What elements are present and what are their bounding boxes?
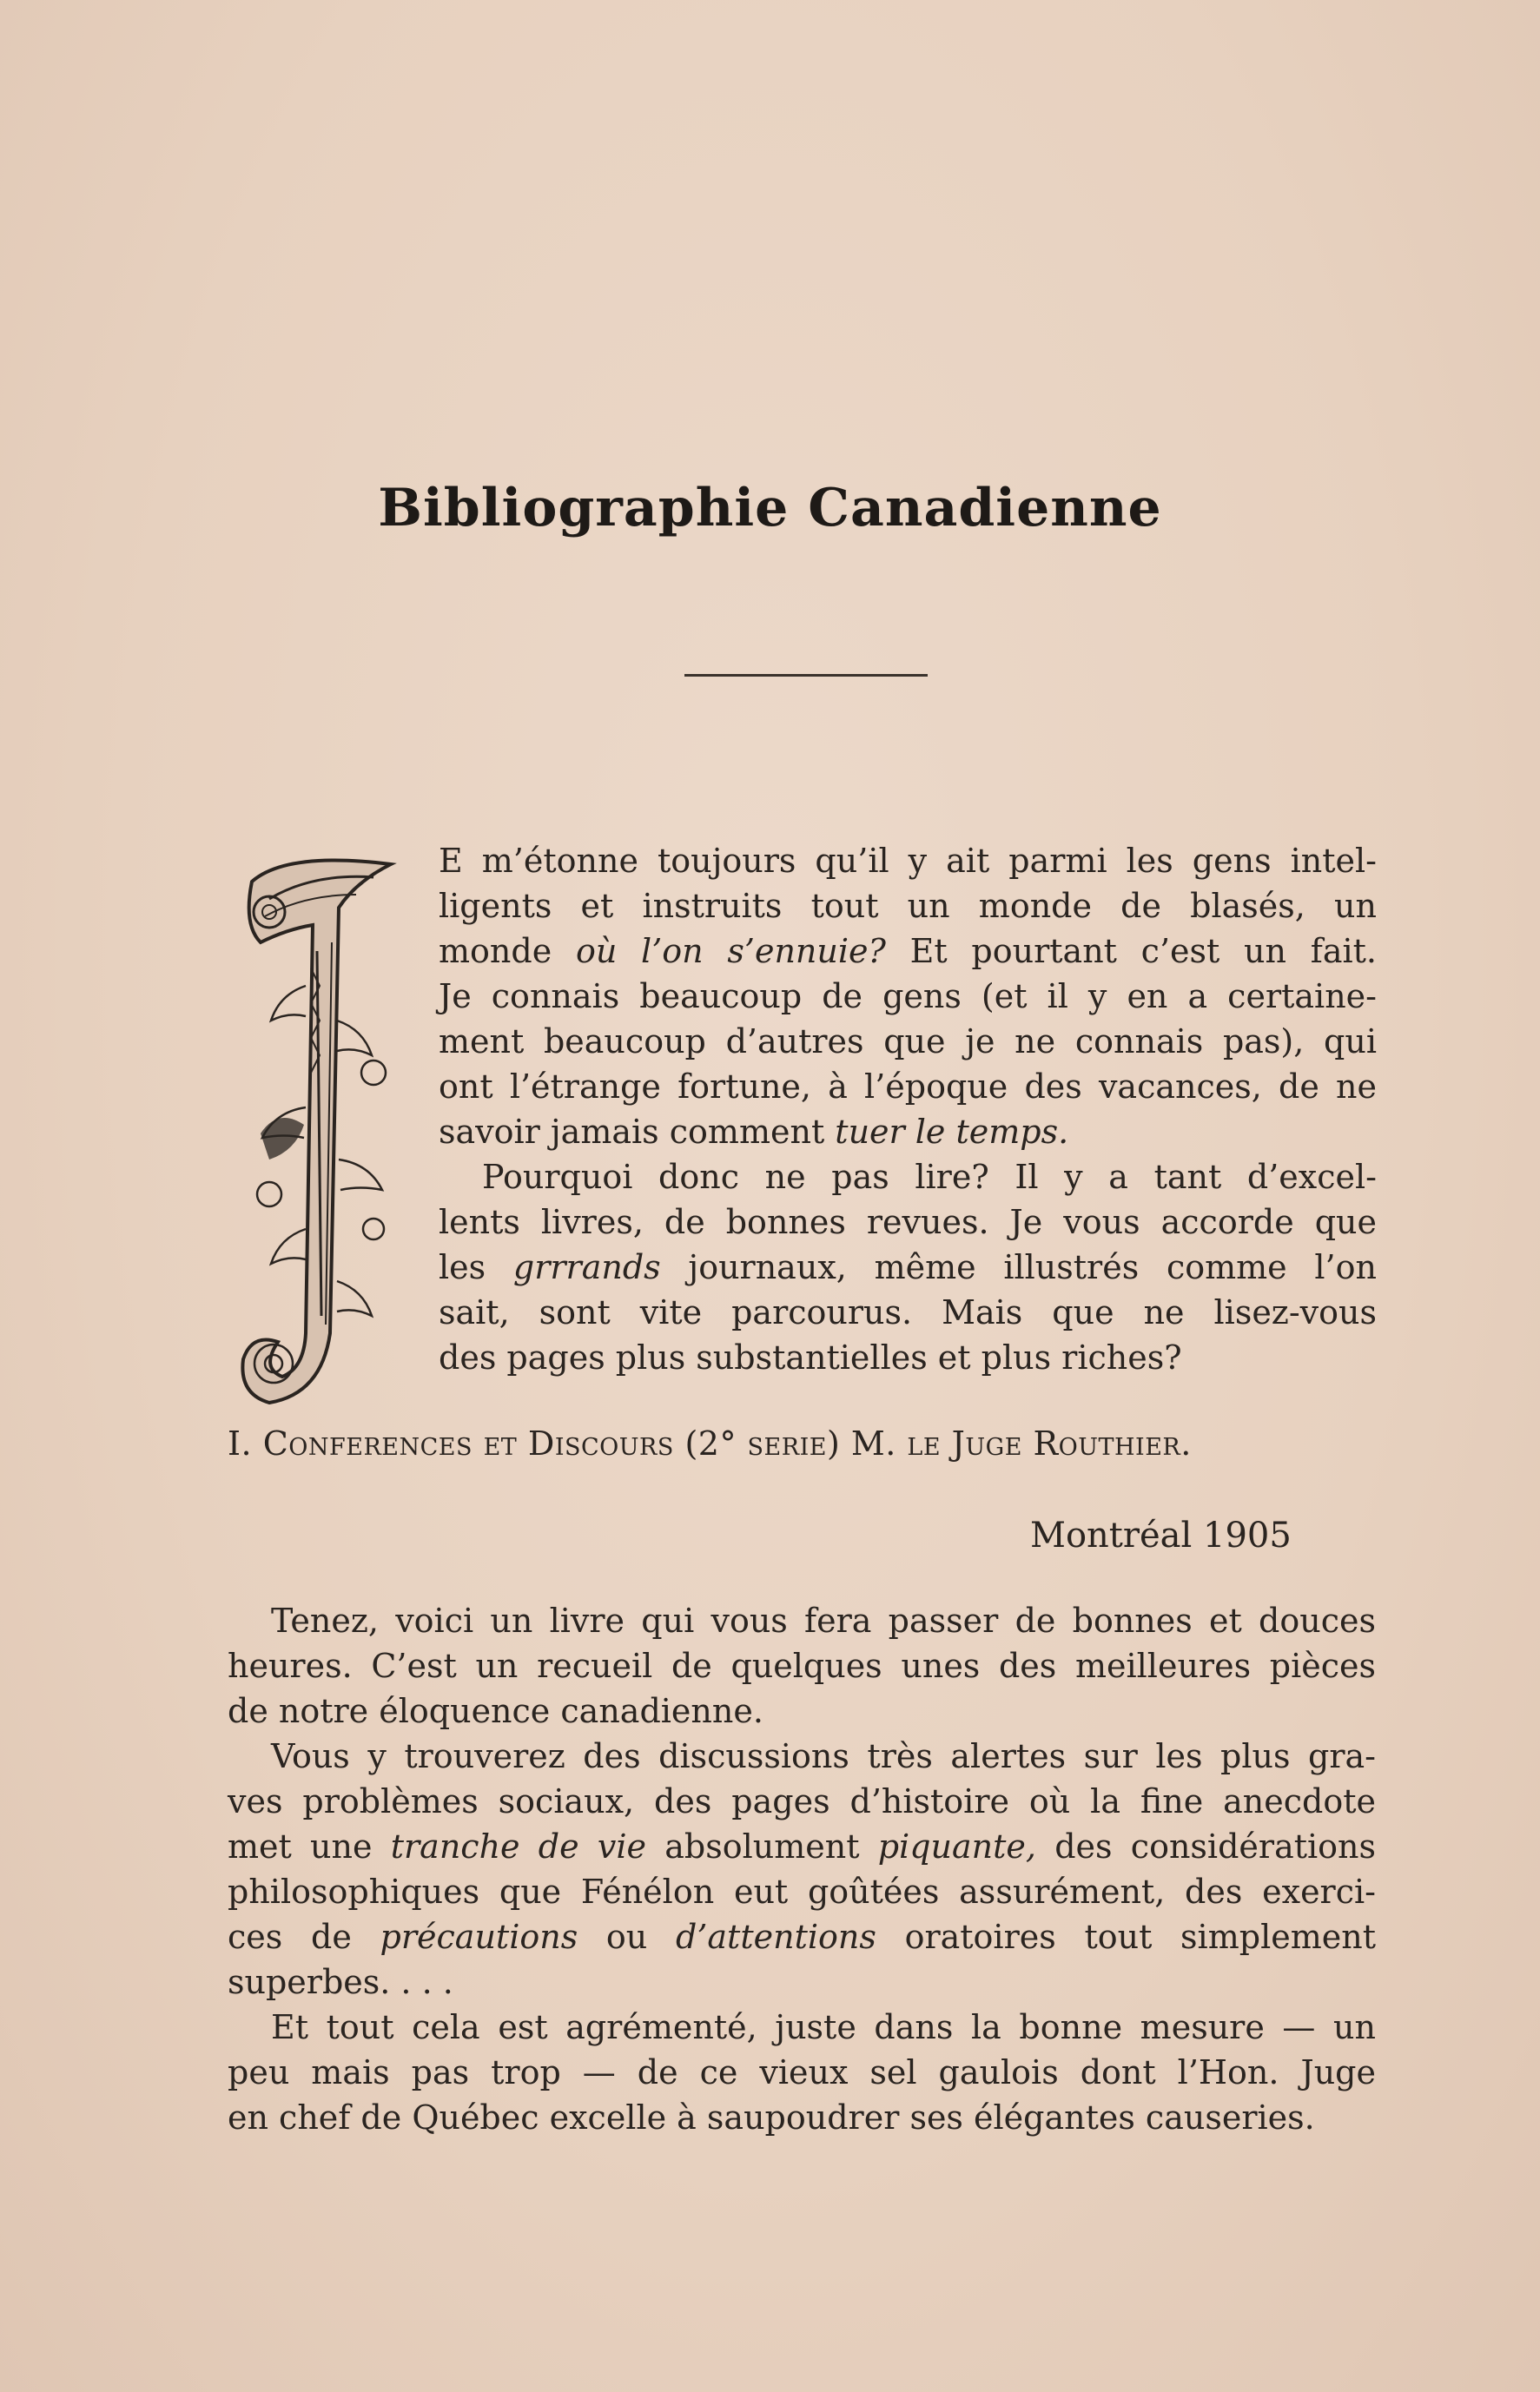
place-date: Montréal 1905 [1030, 1516, 1292, 1556]
body-line: de notre éloquence canadienne. [228, 1692, 763, 1730]
section-number: I. [228, 1424, 253, 1463]
intro-line: monde où l’on s’ennuie? Et pourtant c’est un fait. [439, 932, 1377, 970]
intro-line: ont l’étrange fortune, à l’époque des vacances, de ne [439, 1067, 1377, 1106]
intro-line: Pourquoi donc ne pas lire? Il y a tant d’excel- [482, 1158, 1377, 1196]
section-heading-text: Conferences et Discours (2° serie) M. le Juge Routhier. [262, 1424, 1192, 1463]
intro-line: les grrrands journaux, même illustrés comme l’on [439, 1248, 1377, 1286]
body-line: Et tout cela est agrémenté, juste dans la bonne mesure — un [271, 2008, 1376, 2046]
body-line: en chef de Québec excelle à saupoudrer ses élégantes causeries. [228, 2098, 1315, 2137]
ornamental-dropcap-j [235, 847, 408, 1420]
body-line: heures. C’est un recueil de quelques unes des meilleures pièces [228, 1647, 1376, 1685]
section-heading [228, 1424, 1192, 1463]
intro-line: des pages plus substantielles et plus riches? [439, 1338, 1182, 1377]
intro-line: ment beaucoup d’autres que je ne connais pas), qui [439, 1022, 1377, 1061]
body-line: Tenez, voici un livre qui vous fera passer de bonnes et douces [271, 1602, 1376, 1640]
title-rule [684, 674, 928, 677]
intro-line: savoir jamais comment tuer le temps. [439, 1113, 1069, 1151]
body-line: ces de précautions ou d’attentions oratoires tout simplement [228, 1918, 1376, 1956]
body-paragraph [228, 1598, 1376, 2140]
body-line: ves problèmes sociaux, des pages d’histoire où la fine anecdote [228, 1782, 1376, 1820]
page-title: Bibliographie Canadienne [378, 478, 1162, 539]
intro-line: E m’étonne toujours qu’il y ait parmi les gens intel- [439, 842, 1377, 880]
body-line: met une tranche de vie absolument piquante, des considérations [228, 1827, 1376, 1866]
body-line: peu mais pas trop — de ce vieux sel gaulois dont l’Hon. Juge [228, 2053, 1376, 2091]
intro-line: Je connais beaucoup de gens (et il y en a certaine- [439, 977, 1377, 1015]
intro-line: sait, sont vite parcourus. Mais que ne lisez-vous [439, 1293, 1377, 1331]
body-line: Vous y trouverez des discussions très alertes sur les plus gra- [271, 1737, 1376, 1775]
body-line: philosophiques que Fénélon eut goûtées assurément, des exerci- [228, 1873, 1376, 1911]
intro-line: ligents et instruits tout un monde de blasés, un [439, 887, 1377, 925]
intro-line: lents livres, de bonnes revues. Je vous accorde que [439, 1203, 1377, 1241]
intro-paragraph [439, 838, 1377, 1380]
body-line: superbes. . . . [228, 1963, 453, 2001]
